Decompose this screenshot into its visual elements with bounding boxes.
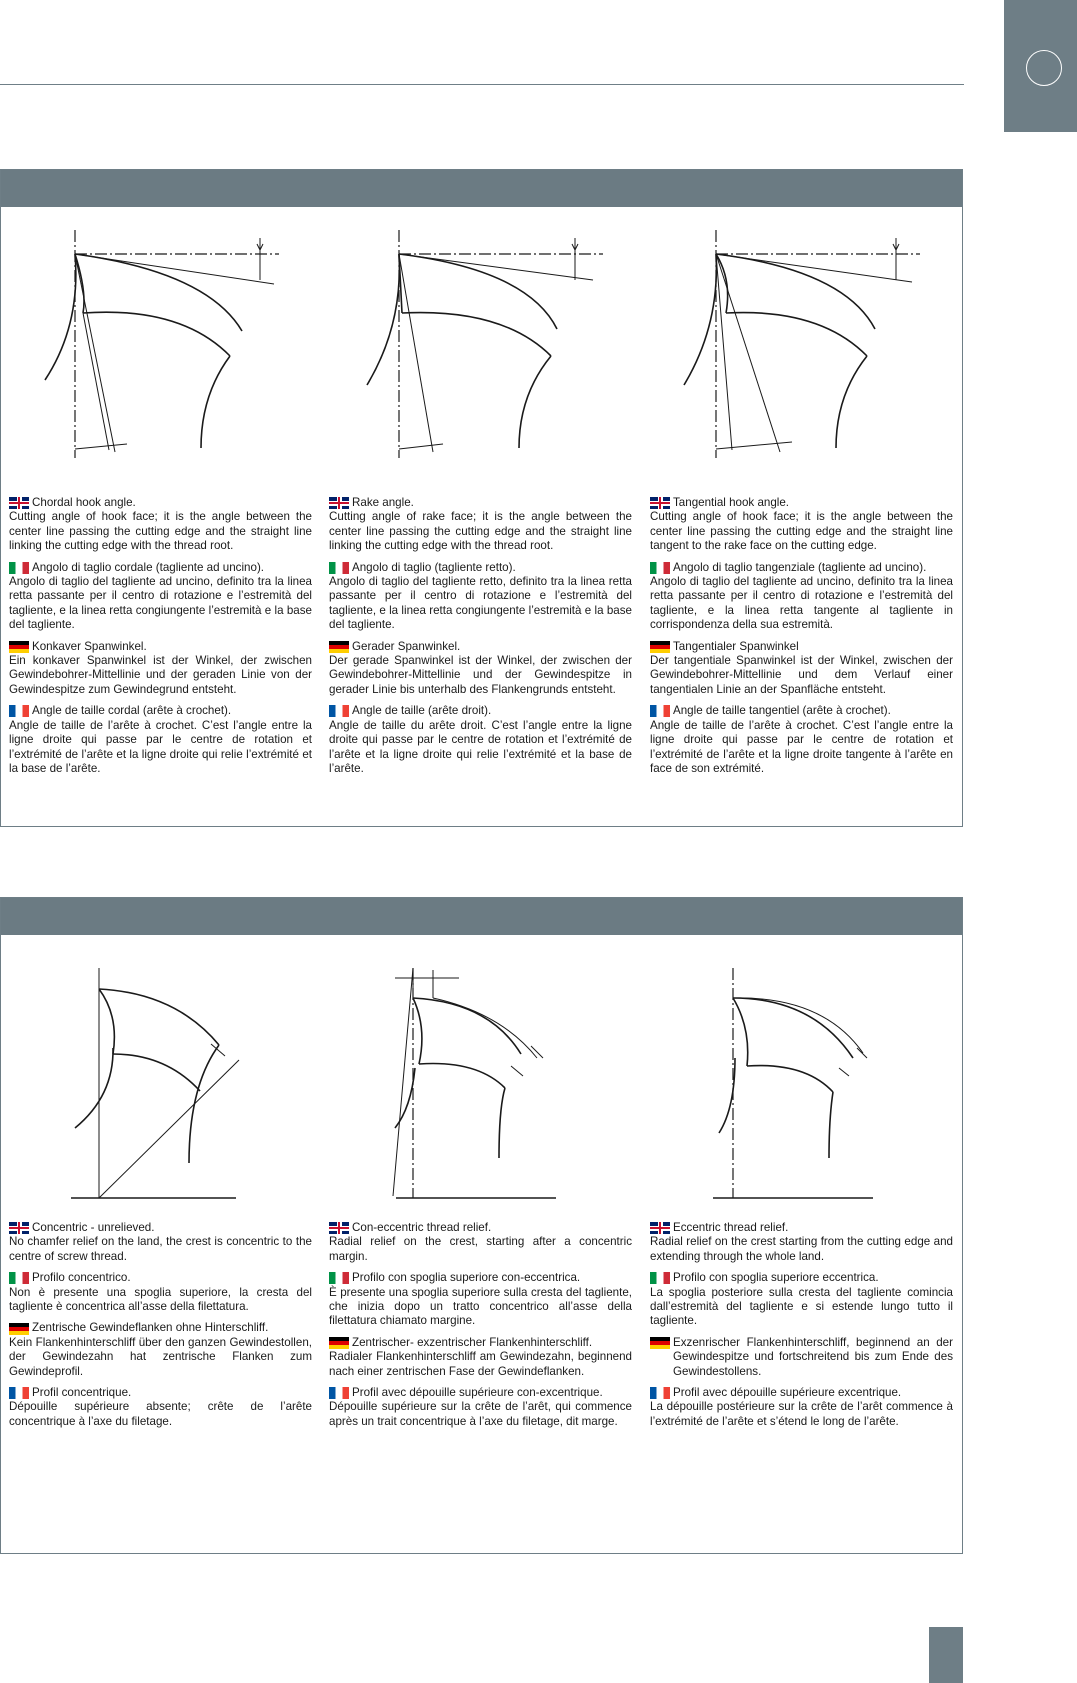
entry-body: Radialer Flankenhinterschliff am Gewindezahn, beginnend nach einer zentrischen Fase der Gewindeflanken. — [329, 1350, 632, 1378]
tangential-hook-angle-text — [650, 496, 953, 783]
entry-body: Angle de taille de l’arête à crochet. C’est l’angle entre la ligne droite qui passe par le centre de rotation et l’extrémité de l’arête et la ligne droite tangente à l’arête en face de son extrémité. — [650, 718, 953, 775]
germany-flag-icon — [329, 1337, 349, 1349]
germany-flag-icon — [9, 1323, 29, 1335]
entry-body: La spoglia posteriore sulla cresta del tagliente comincia dall’estremità del tagliente e si estende lungo tutto il tagliente. — [650, 1285, 953, 1328]
entry-title: Tangential hook angle. — [673, 496, 790, 509]
entry-title: Profil concentrique. — [32, 1386, 132, 1400]
germany-flag-icon — [329, 641, 349, 653]
entry-body: Kein Flankenhinterschliff über den ganzen Gewindestollen, der Gewindezahn hat zentrische Flanken zum Gewindeprofil. — [9, 1335, 312, 1378]
entry-title: Profil avec dépouille supérieure excentrique. — [673, 1386, 902, 1400]
uk-flag-icon — [9, 1222, 29, 1234]
italy-flag-icon — [650, 562, 670, 574]
entry-title: Profilo con spoglia superiore eccentrica. — [673, 1271, 879, 1285]
entry-body: Non è presente una spoglia superiore, la cresta del tagliente è concentrica all’asse della filettatura. — [9, 1285, 312, 1314]
concentric-unrelieved-diagram — [71, 968, 251, 1200]
german-entry — [329, 640, 632, 698]
entry-title: Zentrische Gewindeflanken ohne Hinterschliff. — [32, 1321, 269, 1335]
german-entry — [650, 1336, 953, 1379]
italian-entry — [329, 561, 632, 633]
entry-title: Exzenrischer Flankenhinterschliff, beginnend an der Gewindespitze und fortschreitend bis zum Ende des Gewindestollens. — [673, 1335, 953, 1378]
english-entry — [329, 1221, 632, 1264]
italy-flag-icon — [329, 1272, 349, 1284]
france-flag-icon — [329, 1387, 349, 1399]
france-flag-icon — [650, 705, 670, 717]
rake-angle-text — [329, 496, 632, 783]
entry-body: La dépouille postérieure sur la crête de l’arêt commence à l’extrémité de l’arête et s’étend le long de l’arête. — [650, 1400, 953, 1428]
english-entry — [650, 496, 953, 554]
page-number-tab — [929, 1627, 963, 1683]
header-rule — [0, 84, 964, 85]
entry-title: Profilo concentrico. — [32, 1271, 131, 1285]
entry-body: Der tangentiale Spanwinkel ist der Winkel, zwischen der Gewindebohrer-Mittellinie und dem Verlauf einer tangentialen Linie an der Spanfläche entsteht. — [650, 654, 953, 696]
entry-title: Gerader Spanwinkel. — [352, 639, 461, 653]
panel-header-bar — [1, 898, 962, 935]
uk-flag-icon — [9, 497, 29, 509]
rake-angle-diagram — [353, 230, 613, 460]
entry-body: Dépouille supérieure absente; crête de l’arête concentrique à l’axe du filetage. — [9, 1400, 312, 1428]
entry-title: Angle de taille tangentiel (arête à crochet). — [673, 704, 891, 718]
french-entry — [650, 1386, 953, 1429]
italy-flag-icon — [9, 562, 29, 574]
french-entry — [9, 1386, 312, 1429]
section-circle-icon — [1026, 50, 1062, 86]
cutting-angle-panel — [0, 169, 963, 827]
uk-flag-icon — [650, 497, 670, 509]
entry-title: Konkaver Spanwinkel. — [32, 639, 147, 653]
french-entry — [329, 704, 632, 776]
entry-body: No chamfer relief on the land, the crest is concentric to the centre of screw thread. — [9, 1235, 312, 1263]
entry-title: Chordal hook angle. — [32, 496, 136, 509]
tangential-hook-angle-diagram — [670, 230, 930, 460]
entry-title: Eccentric thread relief. — [673, 1221, 789, 1234]
chordal-hook-angle-diagram — [31, 230, 291, 460]
entry-title: Profilo con spoglia superiore con-eccentrica. — [352, 1271, 581, 1285]
france-flag-icon — [329, 705, 349, 717]
french-entry — [9, 704, 312, 776]
english-entry — [9, 1221, 312, 1264]
eccentric-relief-diagram — [713, 968, 893, 1200]
uk-flag-icon — [329, 1222, 349, 1234]
italian-entry — [9, 1271, 312, 1314]
entry-title: Angle de taille cordal (arête à crochet). — [32, 704, 232, 718]
entry-title: Angolo di taglio tangenziale (tagliente ad uncino). — [673, 560, 927, 574]
italy-flag-icon — [650, 1272, 670, 1284]
germany-flag-icon — [650, 641, 670, 653]
concentric-unrelieved-text — [9, 1221, 312, 1436]
con-eccentric-relief-diagram — [391, 968, 571, 1200]
german-entry — [329, 1336, 632, 1379]
entry-body: Angle de taille du arête droit. C’est l’angle entre la ligne droite qui passe par le centre de rotation et l’extrémité de l’arête et la ligne droite qui relie l’extrémité et la base de l’arête. — [329, 718, 632, 775]
entry-title: Con-eccentric thread relief. — [352, 1221, 492, 1234]
entry-body: Ein konkaver Spanwinkel ist der Winkel, der zwischen Gewindebohrer-Mittellinie und der geraden Linie von der Gewindespitze zum Gewindegrund entsteht. — [9, 654, 312, 696]
france-flag-icon — [9, 705, 29, 717]
eccentric-relief-text — [650, 1221, 953, 1436]
entry-body: Radial relief on the crest, starting after a concentric margin. — [329, 1235, 632, 1263]
entry-title: Angolo di taglio cordale (tagliente ad uncino). — [32, 560, 265, 574]
uk-flag-icon — [650, 1222, 670, 1234]
german-entry — [650, 640, 953, 698]
entry-title: Rake angle. — [352, 496, 414, 509]
entry-body: Radial relief on the crest starting from the cutting edge and extending through the whole land. — [650, 1235, 953, 1263]
entry-body: Der gerade Spanwinkel ist der Winkel, der zwischen der Gewindebohrer-Mittellinie und der Gewindespitze in gerader Linie bis unterhalb des Flankengrunds entsteht. — [329, 654, 632, 696]
con-eccentric-relief-text — [329, 1221, 632, 1436]
chordal-hook-angle-text — [9, 496, 312, 783]
germany-flag-icon — [650, 1337, 670, 1349]
entry-title: Concentric - unrelieved. — [32, 1221, 155, 1234]
entry-body: Angolo di taglio del tagliente ad uncino, definito tra la linea retta passante per il centro di rotazione e l’estremità del tagliente, e la linea retta congiungente l’estremità e la base del tagliente. — [9, 575, 312, 632]
germany-flag-icon — [9, 641, 29, 653]
france-flag-icon — [650, 1387, 670, 1399]
entry-body: Cutting angle of hook face; it is the angle between the center line passing the cutting edge and the straight line linking the cutting edge with the thread root. — [9, 510, 312, 553]
german-entry — [9, 640, 312, 698]
thread-relief-panel — [0, 897, 963, 1554]
entry-body: Angolo di taglio del tagliente retto, definito tra la linea retta passante per il centro di rotazione e l’estremità del tagliente, e la linea retta congiungente l’estremità e la base del tagliente. — [329, 575, 632, 632]
entry-title: Zentrischer- exzentrischer Flankenhinterschliff. — [352, 1335, 593, 1349]
english-entry — [9, 496, 312, 554]
entry-title: Tangentialer Spanwinkel — [673, 639, 799, 653]
italian-entry — [9, 561, 312, 633]
italy-flag-icon — [329, 562, 349, 574]
france-flag-icon — [9, 1387, 29, 1399]
entry-body: Angle de taille de l’arête à crochet. C’est l’angle entre la ligne droite qui passe par le centre de rotation et l’extrémité de l’arête et la ligne droite qui relie l’extrémité et la base de l’arête. — [9, 718, 312, 775]
entry-body: Angolo di taglio del tagliente ad uncino, definito tra la linea retta passante per il centro di rotazione e l’estremità del tagliente, e la linea retta tangente al tagliente in corrispondenza della sua estremità. — [650, 575, 953, 632]
italian-entry — [329, 1271, 632, 1329]
entry-body: È presente una spoglia superiore sulla cresta del tagliente, che inizia dopo un tratto concentrico all’asse della filettatura chiamato margine. — [329, 1285, 632, 1328]
entry-title: Angle de taille (arête droit). — [352, 704, 492, 718]
italian-entry — [650, 1271, 953, 1329]
entry-title: Profil avec dépouille supérieure con-excentrique. — [352, 1386, 603, 1400]
german-entry — [9, 1321, 312, 1379]
entry-body: Dépouille supérieure sur la crête de l’arêt, qui commence après un trait concentrique à l’axe du filetage, dit marge. — [329, 1400, 632, 1428]
panel-header-bar — [1, 170, 962, 207]
french-entry — [650, 704, 953, 776]
entry-body: Cutting angle of rake face; it is the angle between the center line passing the cutting edge and the straight line linking the cutting edge with the thread root. — [329, 510, 632, 553]
entry-title: Angolo di taglio (tagliente retto). — [352, 560, 516, 574]
french-entry — [329, 1386, 632, 1429]
english-entry — [329, 496, 632, 554]
english-entry — [650, 1221, 953, 1264]
entry-body: Cutting angle of hook face; it is the angle between the center line passing the cutting edge and the straight line tangent to the rake face on the cutting edge. — [650, 510, 953, 553]
italian-entry — [650, 561, 953, 633]
uk-flag-icon — [329, 497, 349, 509]
italy-flag-icon — [9, 1272, 29, 1284]
